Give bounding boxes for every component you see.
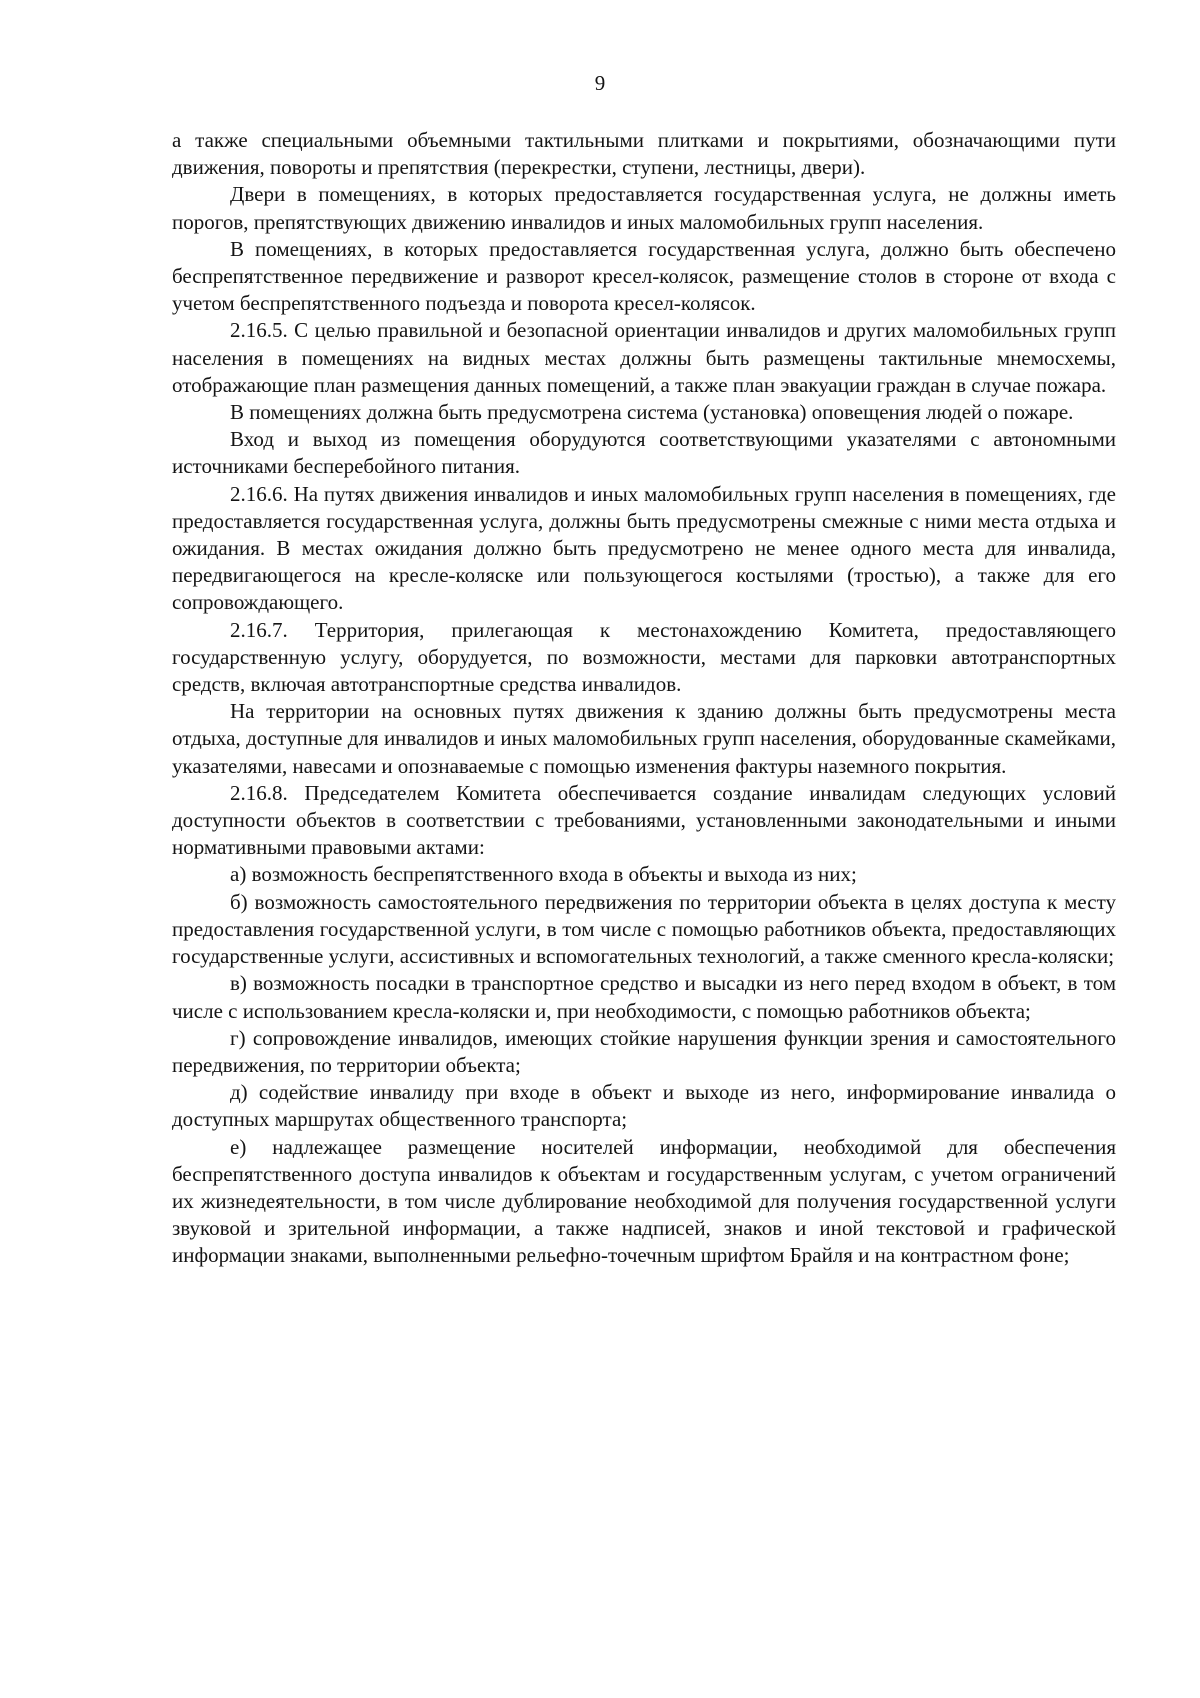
paragraph-wheelchair-movement: В помещениях, в которых предоставляется государственная услуга, должно быть обеспечено беспрепятственное передвижение и разворот кресел-колясок, размещение столов в стороне от входа с учетом беспрепятственного подъезда и поворота кресел-колясок. [172,236,1116,316]
list-item-b: б) возможность самостоятельного передвижения по территории объекта в целях доступа к месту предоставления государственной услуги, в том числе с помощью работников объекта, предоставляющих государственные услуги, ассистивных и вспомогательных технологий, а также сменного кресла-коляски; [172,889,1116,969]
paragraph-continuation: а также специальными объемными тактильными плитками и покрытиями, обозначающими пути движения, повороты и препятствия (перекрестки, ступени, лестницы, двери). [172,128,1116,180]
list-item-g: г) сопровождение инвалидов, имеющих стойкие нарушения функции зрения и самостоятельного передвижения, по территории объекта; [172,1025,1116,1077]
paragraph-2-16-6: 2.16.6. На путях движения инвалидов и иных маломобильных групп населения в помещениях, где предоставляется государственная услуга, должны быть предусмотрены смежные с ними места отдыха и ожидания. В местах ожидания должно быть предусмотрено не менее одного места для инвалида, передвигающегося на кресле-коляске или пользующегося костылями (тростью), а также для его сопровождающего. [172,481,1116,615]
document-body [172,127,1116,1270]
page-number: 9 [594,71,606,95]
list-item-a: а) возможность беспрепятственного входа в объекты и выхода из них; [230,862,857,887]
list-item-e: е) надлежащее размещение носителей информации, необходимой для обеспечения беспрепятственного доступа инвалидов к объектам и государственным услугам, с учетом ограничений их жизнедеятельности, в том числе дублирование необходимой для получения государственной услуги звуковой и зрительной информации, а также надписей, знаков и иной текстовой и графической информации знаками, выполненными рельефно-точечным шрифтом Брайля и на контрастном фоне; [172,1134,1116,1268]
paragraph-fire-alarm: В помещениях должна быть предусмотрена система (установка) оповещения людей о пожаре. [230,400,1074,425]
paragraph-rest-areas: На территории на основных путях движения к зданию должны быть предусмотрены места отдыха, доступные для инвалидов и иных маломобильных групп населения, оборудованные скамейками, указателями, навесами и опознаваемые с помощью изменения фактуры наземного покрытия. [172,699,1116,778]
paragraph-2-16-8: 2.16.8. Председателем Комитета обеспечивается создание инвалидам следующих условий доступности объектов в соответствии с требованиями, установленными законодательными и иными нормативными правовыми актами: [172,780,1116,860]
paragraph-2-16-5: 2.16.5. С целью правильной и безопасной ориентации инвалидов и других маломобильных групп населения в помещениях на видных местах должны быть размещены тактильные мнемосхемы, отображающие план размещения данных помещений, а также план эвакуации граждан в случае пожара. [172,318,1116,397]
paragraph-2-16-7: 2.16.7. Территория, прилегающая к местонахождению Комитета, предоставляющего государственную услугу, оборудуется, по возможности, местами для парковки автотранспортных средств, включая автотранспортные средства инвалидов. [172,617,1116,697]
list-item-v: в) возможность посадки в транспортное средство и высадки из него перед входом в объект, в том числе с использованием кресла-коляски и, при необходимости, с помощью работников объекта; [172,971,1116,1023]
list-item-d: д) содействие инвалиду при входе в объект и выходе из него, информирование инвалида о доступных маршрутах общественного транспорта; [172,1080,1116,1132]
paragraph-entrance-exit: Вход и выход из помещения оборудуются соответствующими указателями с автономными источниками бесперебойного питания. [172,427,1116,479]
paragraph-doors: Двери в помещениях, в которых предоставляется государственная услуга, не должны иметь порогов, препятствующих движению инвалидов и иных маломобильных групп населения. [172,182,1116,234]
